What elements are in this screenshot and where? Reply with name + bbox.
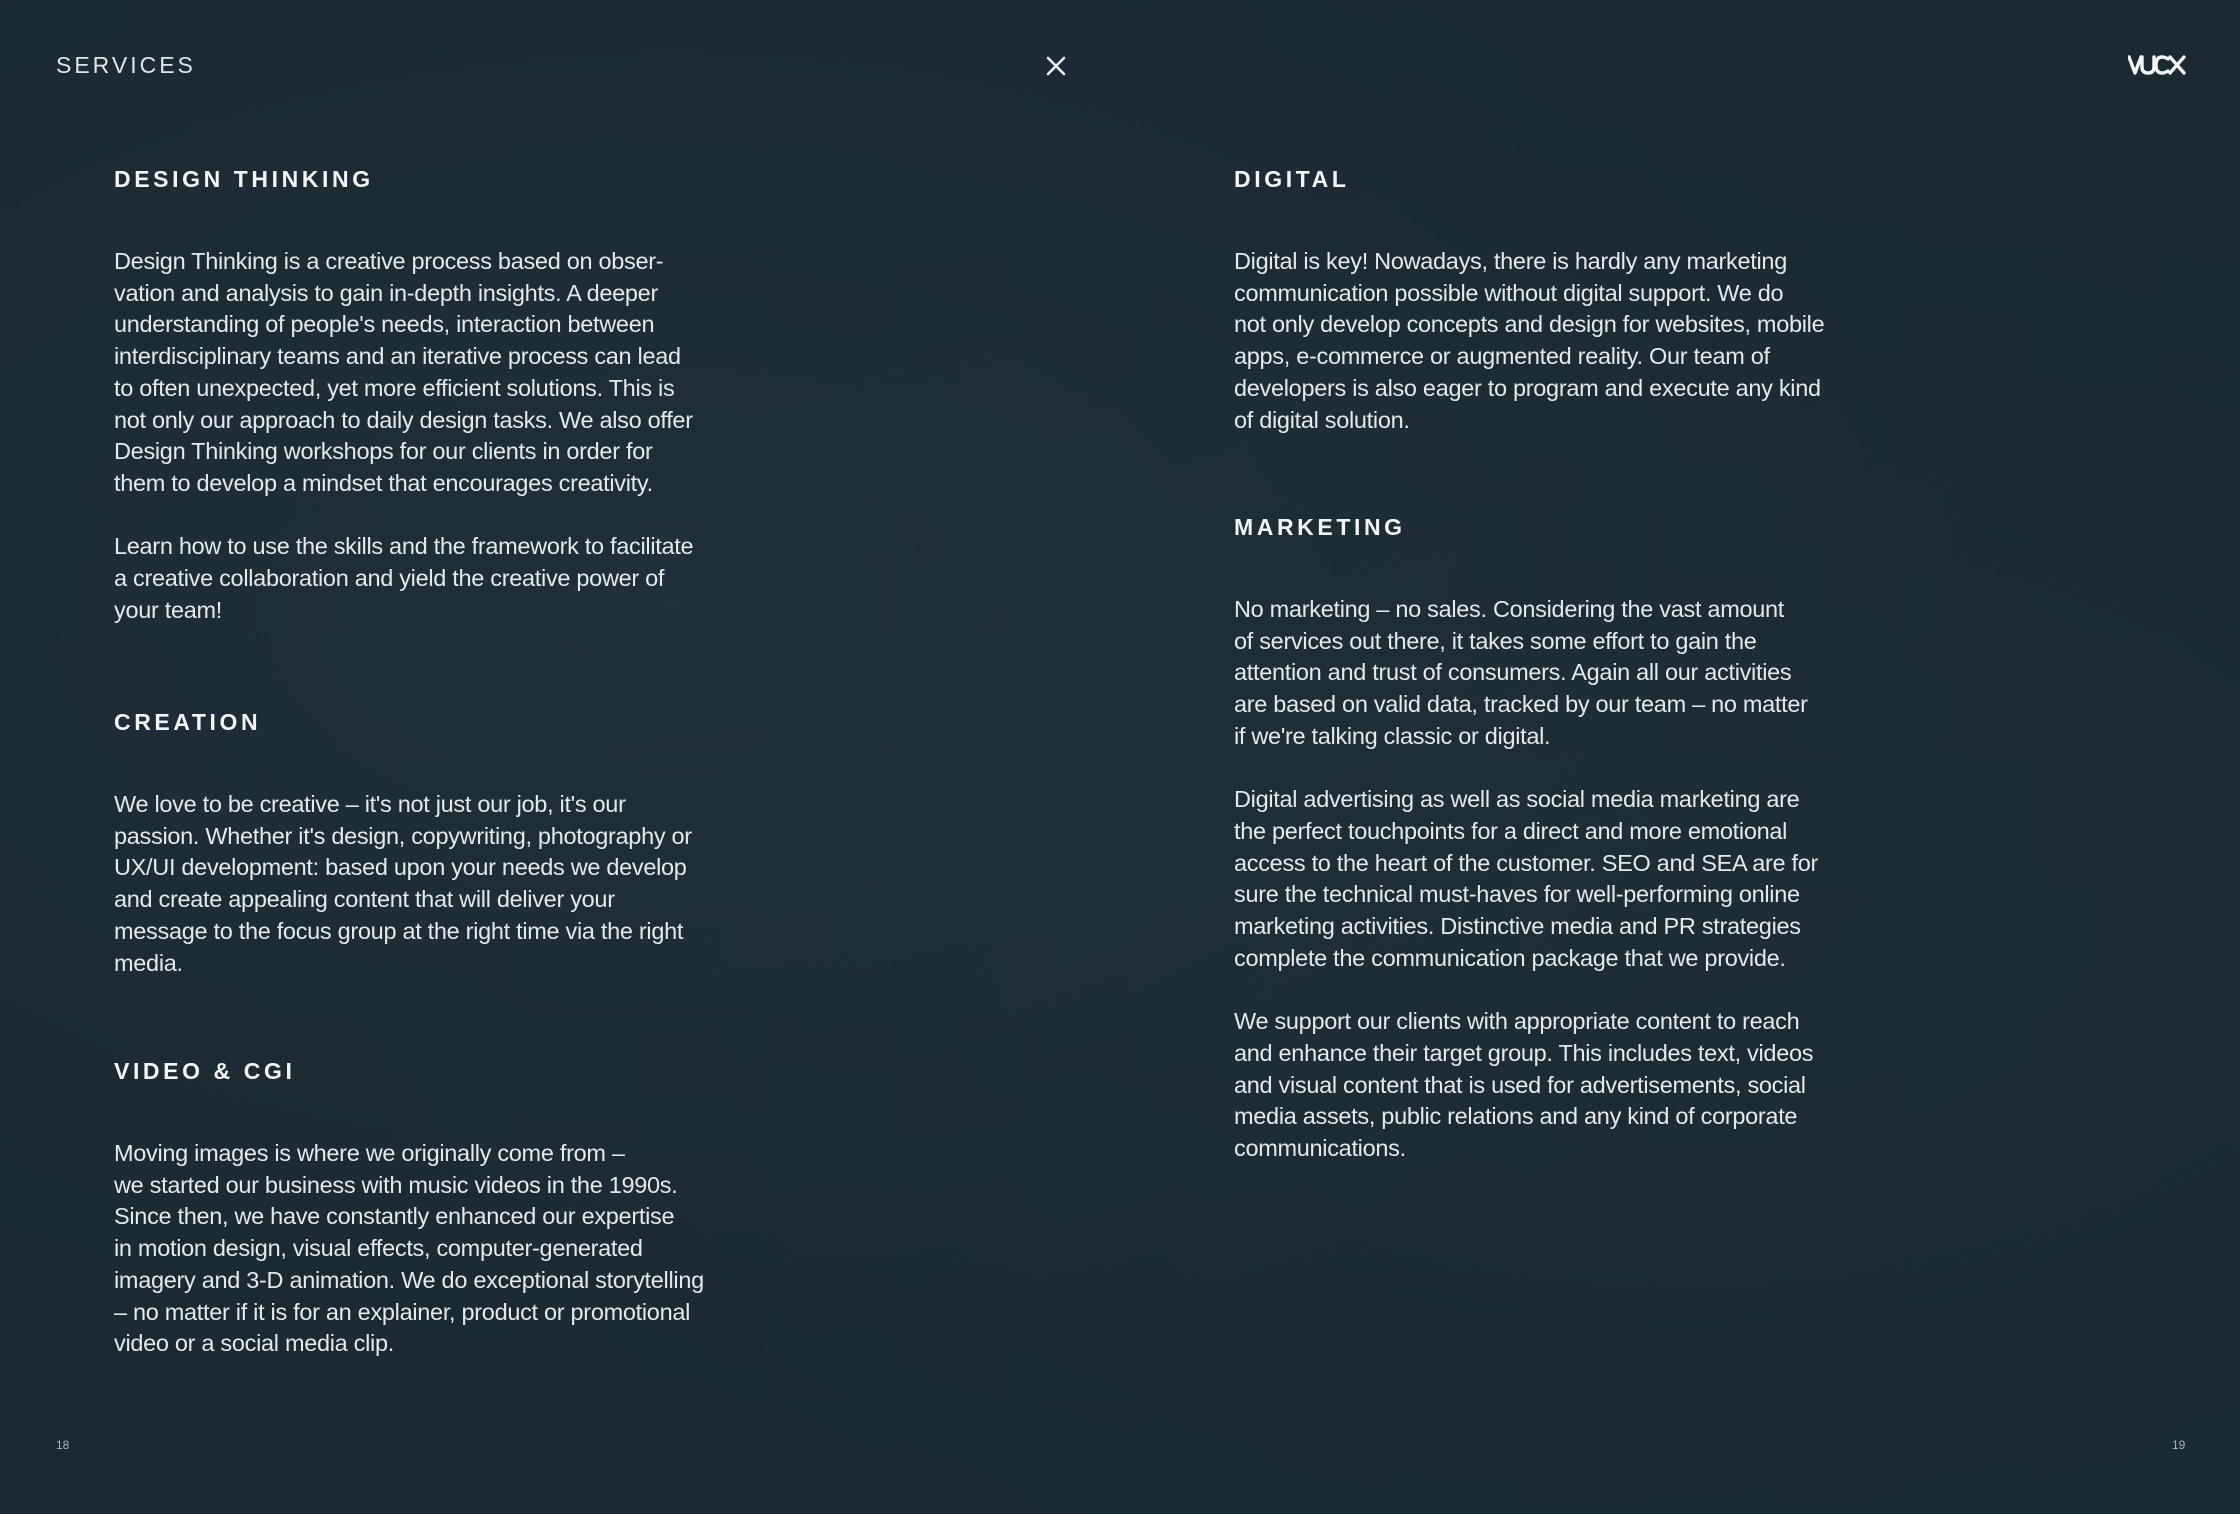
- section-label: SERVICES: [56, 52, 196, 78]
- paragraph: [1234, 1006, 1874, 1165]
- text-line: – no matter if it is for an explainer, product or promotional: [114, 1298, 691, 1325]
- close-button[interactable]: [1040, 50, 1072, 82]
- text-line: communications.: [1234, 1134, 1406, 1161]
- text-line: in motion design, visual effects, computer-generated: [114, 1235, 643, 1262]
- text-line: We love to be creative – it's not just our job, it's our: [114, 791, 626, 817]
- text-line: No marketing – no sales. Considering the vast amount: [1234, 596, 1785, 622]
- section-heading: CREATION: [114, 709, 262, 735]
- section-body: [114, 1138, 754, 1360]
- text-line: not only our approach to daily design tasks. We also offer: [114, 406, 693, 433]
- paragraph: [114, 789, 754, 979]
- section-body: [114, 789, 754, 979]
- text-line: of digital solution.: [1234, 406, 1410, 433]
- section-design-thinking: [114, 164, 754, 626]
- page-number-right: 19: [2172, 1438, 2186, 1452]
- section-creation: [114, 707, 754, 979]
- text-line: complete the communication package that we provide.: [1234, 944, 1786, 971]
- section-body: [1234, 246, 1874, 436]
- section-video-cgi: [114, 1056, 754, 1360]
- text-line: Digital advertising as well as social media marketing are: [1234, 786, 1800, 813]
- text-line: Moving images is where we originally come from –: [114, 1140, 625, 1166]
- text-line: message to the focus group at the right time via the right: [114, 917, 684, 944]
- text-line: we started our business with music videos in the 1990s.: [114, 1171, 678, 1198]
- text-line: access to the heart of the customer. SEO and SEA are for: [1234, 849, 1819, 876]
- text-line: imagery and 3-D animation. We do exceptional storytelling: [114, 1266, 704, 1293]
- section-digital: [1234, 164, 1874, 436]
- text-line: attention and trust of consumers. Again all our activities: [1234, 659, 1792, 686]
- text-line: and visual content that is used for advertisements, social: [1234, 1071, 1806, 1098]
- text-line: Design Thinking is a creative process based on obser-: [114, 248, 664, 274]
- text-line: Learn how to use the skills and the framework to facilitate: [114, 533, 694, 560]
- section-heading: MARKETING: [1234, 514, 1406, 540]
- text-line: a creative collaboration and yield the creative power of: [114, 565, 665, 592]
- text-line: understanding of people's needs, interaction between: [114, 311, 655, 338]
- text-line: not only develop concepts and design for websites, mobile: [1234, 311, 1825, 338]
- paragraph: [114, 1138, 754, 1360]
- paragraph: [1234, 246, 1874, 436]
- text-line: your team!: [114, 596, 223, 623]
- text-line: of services out there, it takes some effort to gain the: [1234, 627, 1757, 654]
- text-line: them to develop a mindset that encourages creativity.: [114, 469, 653, 496]
- brand-logo[interactable]: [2128, 54, 2186, 76]
- section-heading: DIGITAL: [1234, 166, 1350, 192]
- text-line: to often unexpected, yet more efficient solutions. This is: [114, 374, 675, 401]
- text-line: Digital is key! Nowadays, there is hardly any marketing: [1234, 248, 1787, 274]
- text-line: We support our clients with appropriate content to reach: [1234, 1008, 1800, 1035]
- section-heading: VIDEO & CGI: [114, 1058, 296, 1084]
- text-line: passion. Whether it's design, copywriting, photography or: [114, 822, 692, 849]
- text-line: Design Thinking workshops for our clients in order for: [114, 438, 653, 465]
- text-line: and enhance their target group. This includes text, videos: [1234, 1039, 1814, 1066]
- text-line: and create appealing content that will deliver your: [114, 886, 615, 913]
- text-line: marketing activities. Distinctive media and PR strategies: [1234, 913, 1801, 940]
- text-line: apps, e-commerce or augmented reality. Our team of: [1234, 343, 1770, 370]
- text-line: are based on valid data, tracked by our team – no matter: [1234, 691, 1808, 718]
- text-line: the perfect touchpoints for a direct and more emotional: [1234, 817, 1788, 844]
- text-line: media assets, public relations and any kind of corporate: [1234, 1103, 1798, 1130]
- text-line: video or a social media clip.: [114, 1330, 394, 1357]
- vucx-logo-icon: [2128, 54, 2186, 76]
- section-heading: DESIGN THINKING: [114, 166, 374, 192]
- text-line: sure the technical must-haves for well-performing online: [1234, 881, 1800, 908]
- text-line: Since then, we have constantly enhanced our expertise: [114, 1203, 675, 1230]
- text-line: if we're talking classic or digital.: [1234, 722, 1551, 749]
- text-line: developers is also eager to program and execute any kind: [1234, 374, 1821, 401]
- text-line: media.: [114, 949, 183, 976]
- text-line: communication possible without digital support. We do: [1234, 279, 1784, 306]
- close-icon: [1040, 50, 1072, 82]
- paragraph: [114, 531, 754, 626]
- paragraph: [114, 246, 754, 500]
- section-marketing: [1234, 512, 1874, 1165]
- page-number-left: 18: [56, 1438, 70, 1452]
- paragraph: [1234, 594, 1874, 753]
- paragraph: [1234, 784, 1874, 974]
- section-body: [1234, 594, 1874, 1165]
- text-line: interdisciplinary teams and an iterative process can lead: [114, 343, 681, 370]
- text-line: UX/UI development: based upon your needs we develop: [114, 854, 687, 881]
- text-line: vation and analysis to gain in-depth insights. A deeper: [114, 279, 658, 306]
- section-body: [114, 246, 754, 626]
